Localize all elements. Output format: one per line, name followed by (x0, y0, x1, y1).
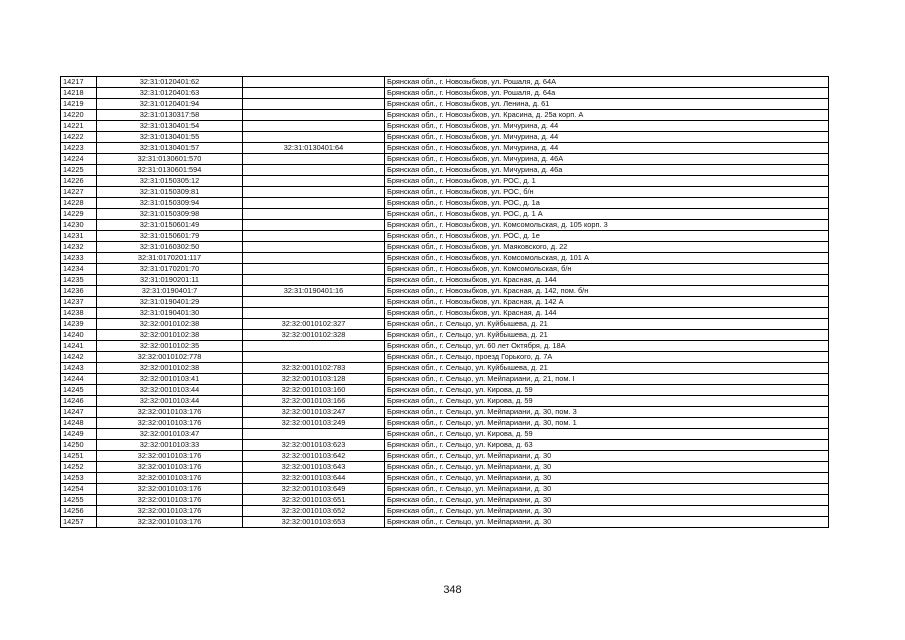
row-number-cell: 14243 (61, 363, 97, 374)
table-row (61, 374, 829, 385)
linked-cadastral-number-cell (243, 297, 385, 308)
row-number-cell: 14240 (61, 330, 97, 341)
cadastral-number-cell: 32:32:0010103:44 (97, 396, 243, 407)
linked-cadastral-number-cell (243, 110, 385, 121)
linked-cadastral-number-cell (243, 253, 385, 264)
address-cell: Брянская обл., г. Сельцо, ул. Кирова, д. 63 (385, 440, 829, 451)
row-number-cell: 14232 (61, 242, 97, 253)
address-cell: Брянская обл., г. Новозыбков, ул. Красная, д. 144 (385, 275, 829, 286)
cadastral-number-cell: 32:31:0120401:62 (97, 77, 243, 88)
row-number-cell: 14218 (61, 88, 97, 99)
linked-cadastral-number-cell (243, 275, 385, 286)
cadastral-number-cell: 32:32:0010103:41 (97, 374, 243, 385)
address-cell: Брянская обл., г. Новозыбков, ул. Маяковского, д. 22 (385, 242, 829, 253)
address-cell: Брянская обл., г. Сельцо, ул. Кирова, д. 59 (385, 396, 829, 407)
row-number-cell: 14222 (61, 132, 97, 143)
row-number-cell: 14224 (61, 154, 97, 165)
table-row (61, 154, 829, 165)
linked-cadastral-number-cell (243, 209, 385, 220)
address-cell: Брянская обл., г. Сельцо, ул. Мейпариани, д. 30, пом. 3 (385, 407, 829, 418)
table-row (61, 264, 829, 275)
linked-cadastral-number-cell: 32:32:0010103:644 (243, 473, 385, 484)
linked-cadastral-number-cell (243, 176, 385, 187)
table-row (61, 407, 829, 418)
cadastral-number-cell: 32:31:0190401:29 (97, 297, 243, 308)
cadastral-number-cell: 32:32:0010102:38 (97, 363, 243, 374)
table-row (61, 88, 829, 99)
linked-cadastral-number-cell: 32:32:0010103:128 (243, 374, 385, 385)
linked-cadastral-number-cell (243, 429, 385, 440)
linked-cadastral-number-cell (243, 308, 385, 319)
linked-cadastral-number-cell (243, 154, 385, 165)
table-row (61, 209, 829, 220)
table-row (61, 220, 829, 231)
cadastral-number-cell: 32:31:0190401:7 (97, 286, 243, 297)
cadastral-number-cell: 32:31:0150309:98 (97, 209, 243, 220)
table-row (61, 319, 829, 330)
table-row (61, 242, 829, 253)
address-cell: Брянская обл., г. Сельцо, ул. Мейпариани, д. 30 (385, 517, 829, 528)
table-row (61, 110, 829, 121)
linked-cadastral-number-cell: 32:32:0010102:783 (243, 363, 385, 374)
row-number-cell: 14247 (61, 407, 97, 418)
cadastral-number-cell: 32:31:0130601:594 (97, 165, 243, 176)
row-number-cell: 14252 (61, 462, 97, 473)
row-number-cell: 14230 (61, 220, 97, 231)
row-number-cell: 14249 (61, 429, 97, 440)
address-cell: Брянская обл., г. Сельцо, ул. Мейпариани, д. 30 (385, 484, 829, 495)
row-number-cell: 14236 (61, 286, 97, 297)
row-number-cell: 14229 (61, 209, 97, 220)
linked-cadastral-number-cell: 32:32:0010103:642 (243, 451, 385, 462)
address-cell: Брянская обл., г. Сельцо, ул. Мейпариани, д. 30 (385, 495, 829, 506)
table-row (61, 308, 829, 319)
cadastral-number-cell: 32:31:0150309:94 (97, 198, 243, 209)
row-number-cell: 14251 (61, 451, 97, 462)
linked-cadastral-number-cell (243, 187, 385, 198)
address-cell: Брянская обл., г. Новозыбков, ул. Ленина, д. 61 (385, 99, 829, 110)
address-cell: Брянская обл., г. Сельцо, ул. Кирова, д. 59 (385, 429, 829, 440)
row-number-cell: 14217 (61, 77, 97, 88)
table-row (61, 440, 829, 451)
table-row (61, 275, 829, 286)
page-number: 348 (443, 584, 462, 596)
linked-cadastral-number-cell (243, 77, 385, 88)
table-body (61, 77, 829, 528)
address-cell: Брянская обл., г. Новозыбков, ул. Мичурина, д. 44 (385, 143, 829, 154)
row-number-cell: 14220 (61, 110, 97, 121)
address-cell: Брянская обл., г. Новозыбков, ул. Рошаля, д. 64а (385, 88, 829, 99)
address-cell: Брянская обл., г. Сельцо, ул. Куйбышева, д. 21 (385, 319, 829, 330)
address-cell: Брянская обл., г. Новозыбков, ул. Красина, д. 25а корп. А (385, 110, 829, 121)
table-row (61, 396, 829, 407)
cadastral-number-cell: 32:32:0010102:38 (97, 319, 243, 330)
cadastral-number-cell: 32:31:0190401:30 (97, 308, 243, 319)
cadastral-number-cell: 32:32:0010103:176 (97, 506, 243, 517)
cadastral-number-cell: 32:31:0150601:49 (97, 220, 243, 231)
cadastral-number-cell: 32:31:0120401:94 (97, 99, 243, 110)
row-number-cell: 14256 (61, 506, 97, 517)
table-row (61, 341, 829, 352)
linked-cadastral-number-cell: 32:32:0010102:327 (243, 319, 385, 330)
table-row (61, 121, 829, 132)
table-row (61, 385, 829, 396)
row-number-cell: 14250 (61, 440, 97, 451)
cadastral-number-cell: 32:32:0010102:778 (97, 352, 243, 363)
cadastral-number-cell: 32:32:0010103:44 (97, 385, 243, 396)
cadastral-number-cell: 32:31:0130401:57 (97, 143, 243, 154)
table-row (61, 165, 829, 176)
cadastral-number-cell: 32:31:0150601:79 (97, 231, 243, 242)
row-number-cell: 14238 (61, 308, 97, 319)
table-row (61, 143, 829, 154)
address-cell: Брянская обл., г. Новозыбков, ул. Красная, д. 144 (385, 308, 829, 319)
table-row (61, 484, 829, 495)
address-cell: Брянская обл., г. Новозыбков, ул. Мичурина, д. 46а (385, 165, 829, 176)
cadastral-number-cell: 32:32:0010103:176 (97, 484, 243, 495)
row-number-cell: 14248 (61, 418, 97, 429)
address-cell: Брянская обл., г. Новозыбков, ул. РОС, д. 1 (385, 176, 829, 187)
cadastral-number-cell: 32:31:0160302:50 (97, 242, 243, 253)
table-row (61, 429, 829, 440)
linked-cadastral-number-cell (243, 132, 385, 143)
address-cell: Брянская обл., г. Сельцо, ул. Мейпариани, д. 30 (385, 506, 829, 517)
linked-cadastral-number-cell: 32:32:0010103:249 (243, 418, 385, 429)
table-row (61, 231, 829, 242)
address-cell: Брянская обл., г. Сельцо, ул. 60 лет Октября, д. 18А (385, 341, 829, 352)
row-number-cell: 14231 (61, 231, 97, 242)
table-row (61, 99, 829, 110)
table-row (61, 286, 829, 297)
cadastral-number-cell: 32:32:0010103:176 (97, 418, 243, 429)
table-row (61, 506, 829, 517)
address-cell: Брянская обл., г. Новозыбков, ул. Красная, д. 142, пом. б/н (385, 286, 829, 297)
address-cell: Брянская обл., г. Новозыбков, ул. Мичурина, д. 44 (385, 132, 829, 143)
cadastral-number-cell: 32:31:0150309:81 (97, 187, 243, 198)
table-row (61, 297, 829, 308)
row-number-cell: 14226 (61, 176, 97, 187)
linked-cadastral-number-cell: 32:32:0010102:328 (243, 330, 385, 341)
linked-cadastral-number-cell: 32:31:0190401:16 (243, 286, 385, 297)
linked-cadastral-number-cell (243, 341, 385, 352)
cadastral-number-cell: 32:32:0010102:38 (97, 330, 243, 341)
cadastral-number-cell: 32:32:0010103:33 (97, 440, 243, 451)
cadastral-number-cell: 32:31:0130601:570 (97, 154, 243, 165)
row-number-cell: 14235 (61, 275, 97, 286)
address-cell: Брянская обл., г. Сельцо, ул. Мейпариани, д. 30, пом. 1 (385, 418, 829, 429)
row-number-cell: 14234 (61, 264, 97, 275)
cadastral-number-cell: 32:31:0130317:58 (97, 110, 243, 121)
cadastral-number-cell: 32:32:0010103:176 (97, 517, 243, 528)
row-number-cell: 14237 (61, 297, 97, 308)
row-number-cell: 14241 (61, 341, 97, 352)
cadastral-number-cell: 32:31:0130401:54 (97, 121, 243, 132)
table-row (61, 253, 829, 264)
address-cell: Брянская обл., г. Новозыбков, ул. Комсомольская, д. 105 корп. 3 (385, 220, 829, 231)
linked-cadastral-number-cell: 32:32:0010103:649 (243, 484, 385, 495)
linked-cadastral-number-cell: 32:31:0130401:64 (243, 143, 385, 154)
table-row (61, 495, 829, 506)
table-row (61, 352, 829, 363)
cadastral-number-cell: 32:32:0010103:176 (97, 462, 243, 473)
linked-cadastral-number-cell (243, 165, 385, 176)
row-number-cell: 14246 (61, 396, 97, 407)
address-cell: Брянская обл., г. Сельцо, ул. Мейпариани, д. 30 (385, 473, 829, 484)
linked-cadastral-number-cell (243, 121, 385, 132)
cadastral-number-cell: 32:31:0130401:55 (97, 132, 243, 143)
address-cell: Брянская обл., г. Новозыбков, ул. Красная, д. 142 А (385, 297, 829, 308)
row-number-cell: 14242 (61, 352, 97, 363)
linked-cadastral-number-cell (243, 264, 385, 275)
address-cell: Брянская обл., г. Сельцо, ул. Кирова, д. 59 (385, 385, 829, 396)
table-row (61, 418, 829, 429)
row-number-cell: 14228 (61, 198, 97, 209)
linked-cadastral-number-cell (243, 88, 385, 99)
linked-cadastral-number-cell: 32:32:0010103:643 (243, 462, 385, 473)
cadastral-number-cell: 32:31:0170201:117 (97, 253, 243, 264)
linked-cadastral-number-cell (243, 352, 385, 363)
table-row (61, 462, 829, 473)
address-cell: Брянская обл., г. Новозыбков, ул. РОС, д. 1а (385, 198, 829, 209)
address-cell: Брянская обл., г. Сельцо, ул. Куйбышева, д. 21 (385, 363, 829, 374)
linked-cadastral-number-cell: 32:32:0010103:623 (243, 440, 385, 451)
cadastral-number-cell: 32:32:0010103:176 (97, 495, 243, 506)
table-row (61, 187, 829, 198)
address-cell: Брянская обл., г. Новозыбков, ул. Комсомольская, б/н (385, 264, 829, 275)
row-number-cell: 14221 (61, 121, 97, 132)
table-row (61, 517, 829, 528)
address-cell: Брянская обл., г. Новозыбков, ул. РОС, б/н (385, 187, 829, 198)
cadastral-number-cell: 32:32:0010103:47 (97, 429, 243, 440)
row-number-cell: 14227 (61, 187, 97, 198)
cadastral-number-cell: 32:32:0010103:176 (97, 451, 243, 462)
cadastral-number-cell: 32:31:0120401:63 (97, 88, 243, 99)
cadastral-number-cell: 32:31:0170201:70 (97, 264, 243, 275)
row-number-cell: 14233 (61, 253, 97, 264)
table-row (61, 473, 829, 484)
address-cell: Брянская обл., г. Сельцо, ул. Куйбышева, д. 21 (385, 330, 829, 341)
linked-cadastral-number-cell: 32:32:0010103:651 (243, 495, 385, 506)
address-cell: Брянская обл., г. Новозыбков, ул. РОС, д. 1е (385, 231, 829, 242)
cadastral-number-cell: 32:31:0190201:11 (97, 275, 243, 286)
row-number-cell: 14239 (61, 319, 97, 330)
linked-cadastral-number-cell: 32:32:0010103:166 (243, 396, 385, 407)
row-number-cell: 14253 (61, 473, 97, 484)
row-number-cell: 14254 (61, 484, 97, 495)
linked-cadastral-number-cell (243, 220, 385, 231)
cadastral-number-cell: 32:32:0010103:176 (97, 407, 243, 418)
address-cell: Брянская обл., г. Новозыбков, ул. Комсомольская, д. 101 А (385, 253, 829, 264)
address-cell: Брянская обл., г. Новозыбков, ул. РОС, д. 1 А (385, 209, 829, 220)
cadastral-number-cell: 32:32:0010102:35 (97, 341, 243, 352)
row-number-cell: 14257 (61, 517, 97, 528)
linked-cadastral-number-cell: 32:32:0010103:160 (243, 385, 385, 396)
linked-cadastral-number-cell (243, 242, 385, 253)
address-cell: Брянская обл., г. Сельцо, ул. Мейпариани, д. 30 (385, 462, 829, 473)
linked-cadastral-number-cell (243, 231, 385, 242)
cadastral-number-cell: 32:32:0010103:176 (97, 473, 243, 484)
cadastral-number-cell: 32:31:0150305:12 (97, 176, 243, 187)
table-row (61, 198, 829, 209)
address-cell: Брянская обл., г. Сельцо, проезд Горького, д. 7А (385, 352, 829, 363)
address-cell: Брянская обл., г. Новозыбков, ул. Мичурина, д. 44 (385, 121, 829, 132)
linked-cadastral-number-cell: 32:32:0010103:653 (243, 517, 385, 528)
address-cell: Брянская обл., г. Сельцо, ул. Мейпариани, д. 21, пом. I (385, 374, 829, 385)
table-row (61, 363, 829, 374)
linked-cadastral-number-cell (243, 198, 385, 209)
linked-cadastral-number-cell (243, 99, 385, 110)
address-cell: Брянская обл., г. Новозыбков, ул. Мичурина, д. 46А (385, 154, 829, 165)
row-number-cell: 14223 (61, 143, 97, 154)
row-number-cell: 14219 (61, 99, 97, 110)
row-number-cell: 14225 (61, 165, 97, 176)
table-row (61, 132, 829, 143)
table-row (61, 330, 829, 341)
row-number-cell: 14244 (61, 374, 97, 385)
table-row (61, 77, 829, 88)
address-cell: Брянская обл., г. Сельцо, ул. Мейпариани, д. 30 (385, 451, 829, 462)
linked-cadastral-number-cell: 32:32:0010103:247 (243, 407, 385, 418)
table-row (61, 451, 829, 462)
row-number-cell: 14245 (61, 385, 97, 396)
linked-cadastral-number-cell: 32:32:0010103:652 (243, 506, 385, 517)
address-cell: Брянская обл., г. Новозыбков, ул. Рошаля, д. 64А (385, 77, 829, 88)
table-row (61, 176, 829, 187)
row-number-cell: 14255 (61, 495, 97, 506)
data-table (60, 76, 829, 528)
